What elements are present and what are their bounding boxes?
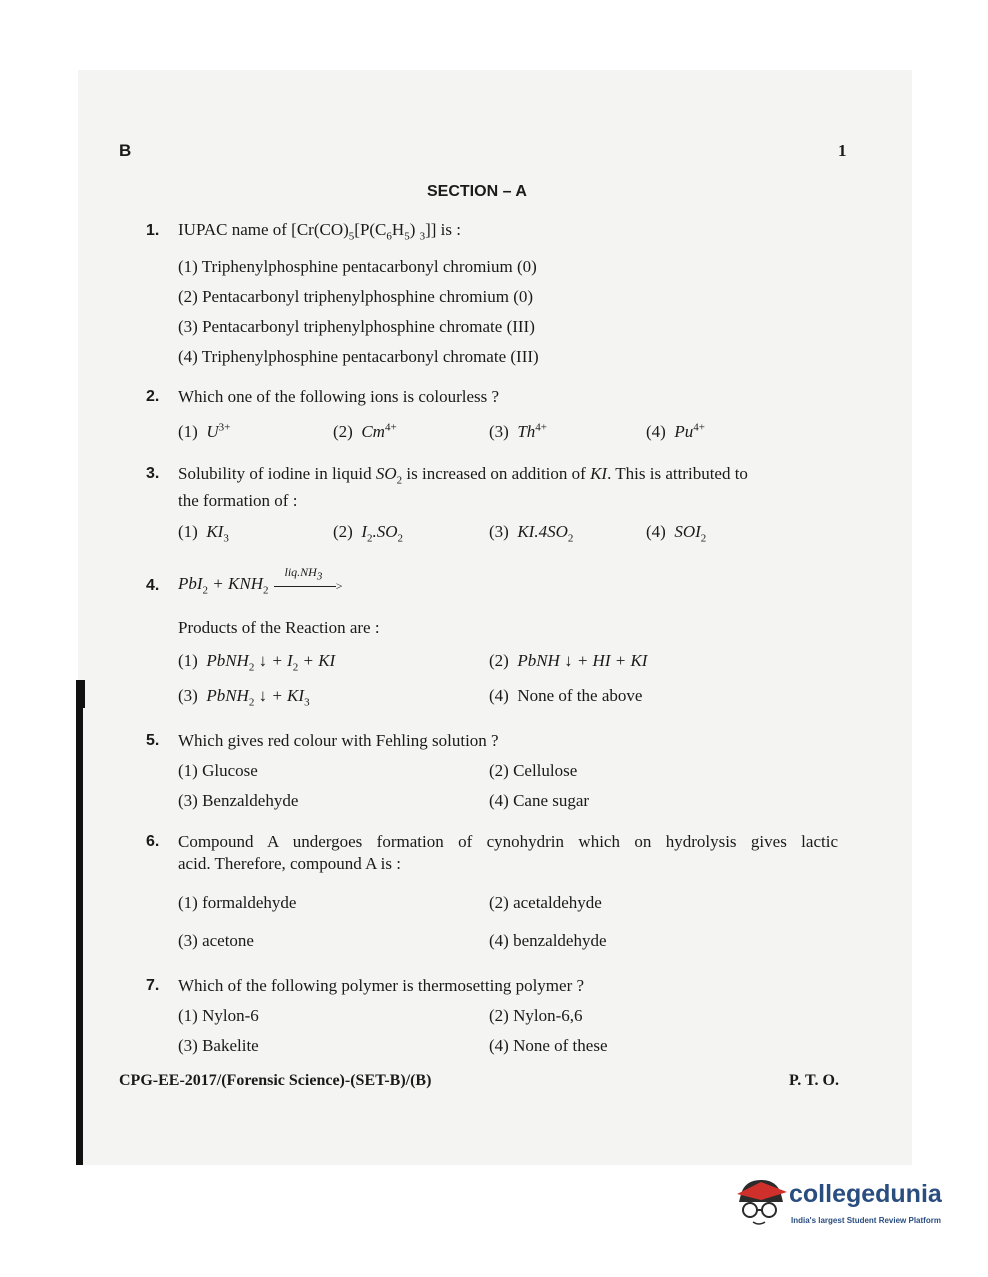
option: (2) PbNH ↓ + HI + KI (489, 651, 648, 670)
page-number: 1 (838, 141, 847, 160)
set-letter: B (119, 141, 132, 160)
question-text: Compound A undergoes formation of cynohydrin which on hydrolysis gives lactic (178, 832, 838, 851)
question-number: 5. (146, 732, 160, 749)
option: (1) $U^{3+}$ (178, 421, 231, 441)
option: (4) Cane sugar (489, 791, 590, 810)
option: (1) Glucose (178, 761, 258, 780)
question-number: 6. (146, 833, 160, 850)
brand-name: collegedunia (789, 1180, 942, 1208)
option: (4) $SOI_2$ (646, 522, 707, 545)
page-turn-note: P. T. O. (789, 1072, 839, 1089)
option: (2) $Cm^{4+}$ (333, 421, 397, 441)
question-number: 7. (146, 977, 160, 994)
option: (1) Triphenylphosphine pentacarbonyl chromium (0) (178, 257, 537, 276)
option: (2) Nylon-6,6 (489, 1006, 583, 1025)
question-text: Which gives red colour with Fehling solution ? (178, 731, 499, 750)
question-number: 3. (146, 465, 160, 482)
brand-watermark (733, 1172, 963, 1232)
paper-code: CPG-EE-2017/(Forensic Science)-(SET-B)/(B) (119, 1072, 432, 1089)
reaction-equation: $PbI_2 + KNH_2$ $liq.NH_3$ > (178, 565, 343, 597)
option: (2) acetaldehyde (489, 893, 602, 912)
option: (3) acetone (178, 931, 254, 950)
option: (1) PbNH$_2$ ↓ + $I_2$ + KI (178, 651, 336, 674)
option: (3) $KI.4SO_2$ (489, 522, 574, 545)
option: (1) Nylon-6 (178, 1006, 259, 1025)
option: (1) formaldehyde (178, 893, 297, 912)
option: (2) $I_2.SO_2$ (333, 522, 404, 545)
option: (2) Cellulose (489, 761, 578, 780)
question-number: 2. (146, 388, 160, 405)
section-title: SECTION – A (427, 183, 527, 200)
question-number: 4. (146, 577, 160, 594)
option: (4) Triphenylphosphine pentacarbonyl chromate (III) (178, 347, 539, 366)
question-text: IUPAC name of [$Cr(CO)_5[P(C_6H_5)$ $_3$]] is : (178, 220, 461, 243)
option: (4) None of these (489, 1036, 608, 1055)
question-text: Which of the following polymer is thermosetting polymer ? (178, 976, 585, 995)
question-text-continued: acid. Therefore, compound A is : (178, 854, 401, 873)
option: (1) $KI_3$ (178, 522, 229, 545)
option: (3) Benzaldehyde (178, 791, 299, 810)
mascot-icon (733, 1172, 791, 1228)
option: (4) None of the above (489, 686, 643, 705)
option: (3) $Th^{4+}$ (489, 421, 548, 441)
option: (2) Pentacarbonyl triphenylphosphine chromium (0) (178, 287, 534, 306)
reaction-arrow: $liq.NH_3$ > (274, 579, 342, 591)
option: (4) $Pu^{4+}$ (646, 421, 705, 441)
question-text: Which one of the following ions is colourless ? (178, 387, 500, 406)
question-number: 1. (146, 222, 160, 239)
question-prompt: Products of the Reaction are : (178, 618, 380, 637)
question-text: Solubility of iodine in liquid $SO_2$ is increased on addition of KI. This is attributed to (178, 464, 748, 487)
option: (3) Bakelite (178, 1036, 259, 1055)
option: (3) Pentacarbonyl triphenylphosphine chromate (III) (178, 317, 535, 336)
scan-shadow-edge (76, 700, 83, 1165)
option: (3) PbNH$_2$ ↓ + $KI_3$ (178, 686, 310, 709)
brand-tagline: India's largest Student Review Platform (791, 1216, 941, 1225)
question-text-continued: the formation of : (178, 491, 298, 510)
option: (4) benzaldehyde (489, 931, 607, 950)
